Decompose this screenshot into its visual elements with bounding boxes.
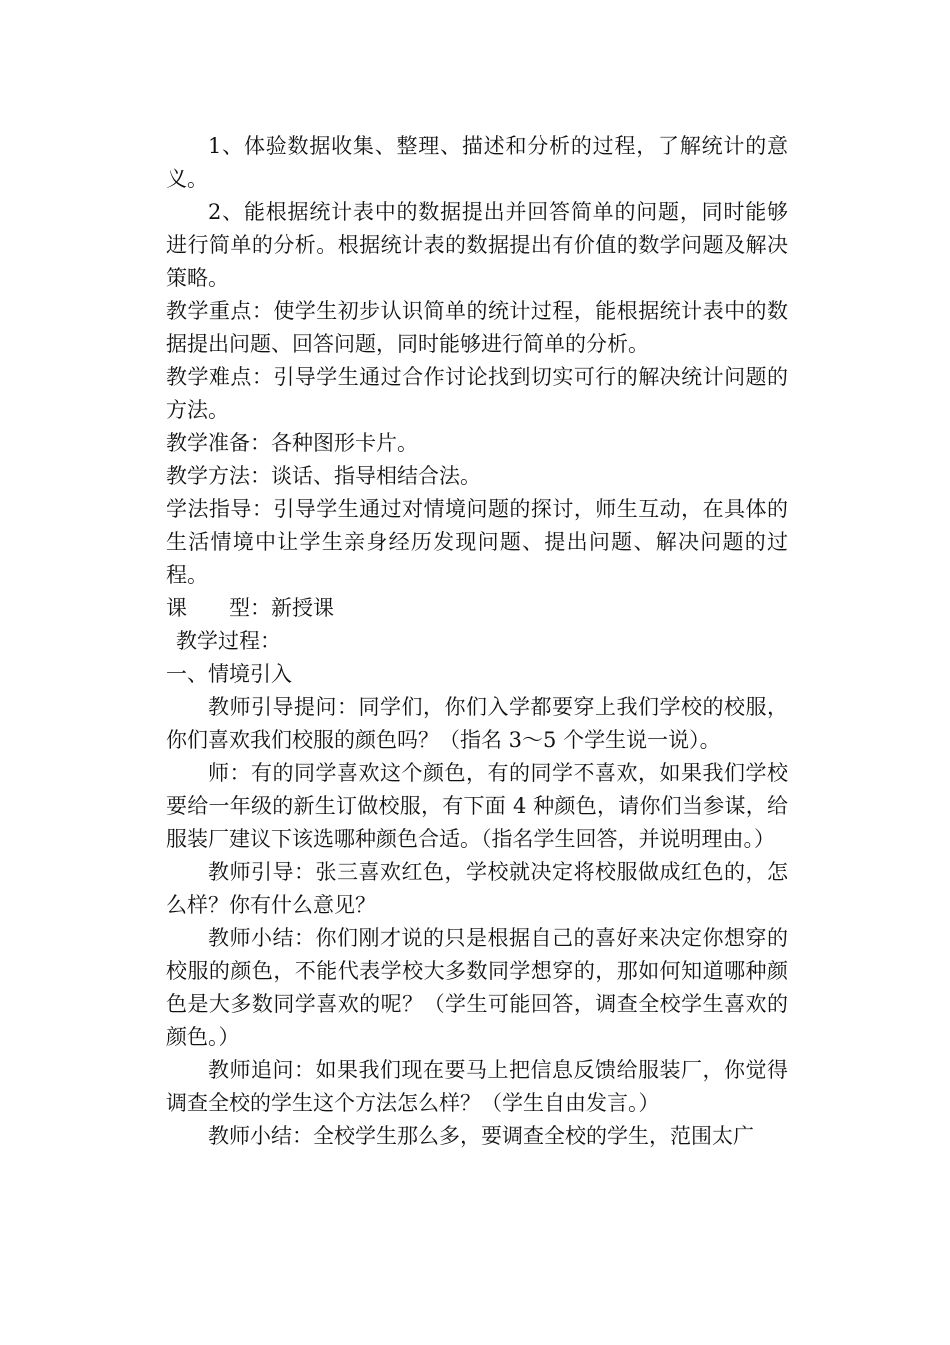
goal-1: 1、体验数据收集、整理、描述和分析的过程，了解统计的意义。 [166,134,788,191]
document-page [166,130,788,1153]
teacher-question-2: 师：有的同学喜欢这个颜色，有的同学不喜欢，如果我们学校要给一年级的新生订做校服，有下面 4 种颜色，请你们当参谋，给服装厂建议下该选哪种颜色合适。（指名学生回答，并说明理由。） [166,761,788,851]
difficulties: 教学难点：引导学生通过合作讨论找到切实可行的解决统计问题的方法。 [166,365,788,422]
goal-2: 2、能根据统计表中的数据提出并回答简单的问题，同时能够进行简单的分析。根据统计表的数据提出有价值的数学问题及解决策略。 [166,200,788,290]
teacher-question-3: 教师引导：张三喜欢红色，学校就决定将校服做成红色的，怎么样？你有什么意见？ [166,860,788,917]
teaching-method: 教学方法：谈话、指导相结合法。 [166,464,481,488]
lesson-type-label-b: 型：新授课 [229,596,334,620]
lesson-type [166,592,788,625]
lesson-type-label-a: 课 [166,596,187,620]
study-guide: 学法指导：引导学生通过对情境问题的探讨，师生互动，在具体的生活情境中让学生亲身经历发现问题、提出问题、解决问题的过程。 [166,497,788,587]
section-heading-1: 一、情境引入 [166,662,292,686]
teacher-question-4: 教师追问：如果我们现在要马上把信息反馈给服装厂，你觉得调查全校的学生这个方法怎么样？（学生自由发言。） [166,1058,788,1115]
teacher-summary-2: 教师小结：全校学生那么多，要调查全校的学生，范围太广 [208,1124,754,1148]
preparation: 教学准备：各种图形卡片。 [166,431,418,455]
key-points: 教学重点：使学生初步认识简单的统计过程，能根据统计表中的数据提出问题、回答问题，同时能够进行简单的分析。 [166,299,788,356]
process-heading: 教学过程： [176,629,281,653]
teacher-summary-1: 教师小结：你们刚才说的只是根据自己的喜好来决定你想穿的校服的颜色，不能代表学校大多数同学想穿的，那如何知道哪种颜色是大多数同学喜欢的呢？（学生可能回答，调查全校学生喜欢的颜色。） [166,926,788,1049]
teacher-question-1: 教师引导提问：同学们，你们入学都要穿上我们学校的校服，你们喜欢我们校服的颜色吗？（指名 3～5 个学生说一说）。 [166,695,788,752]
